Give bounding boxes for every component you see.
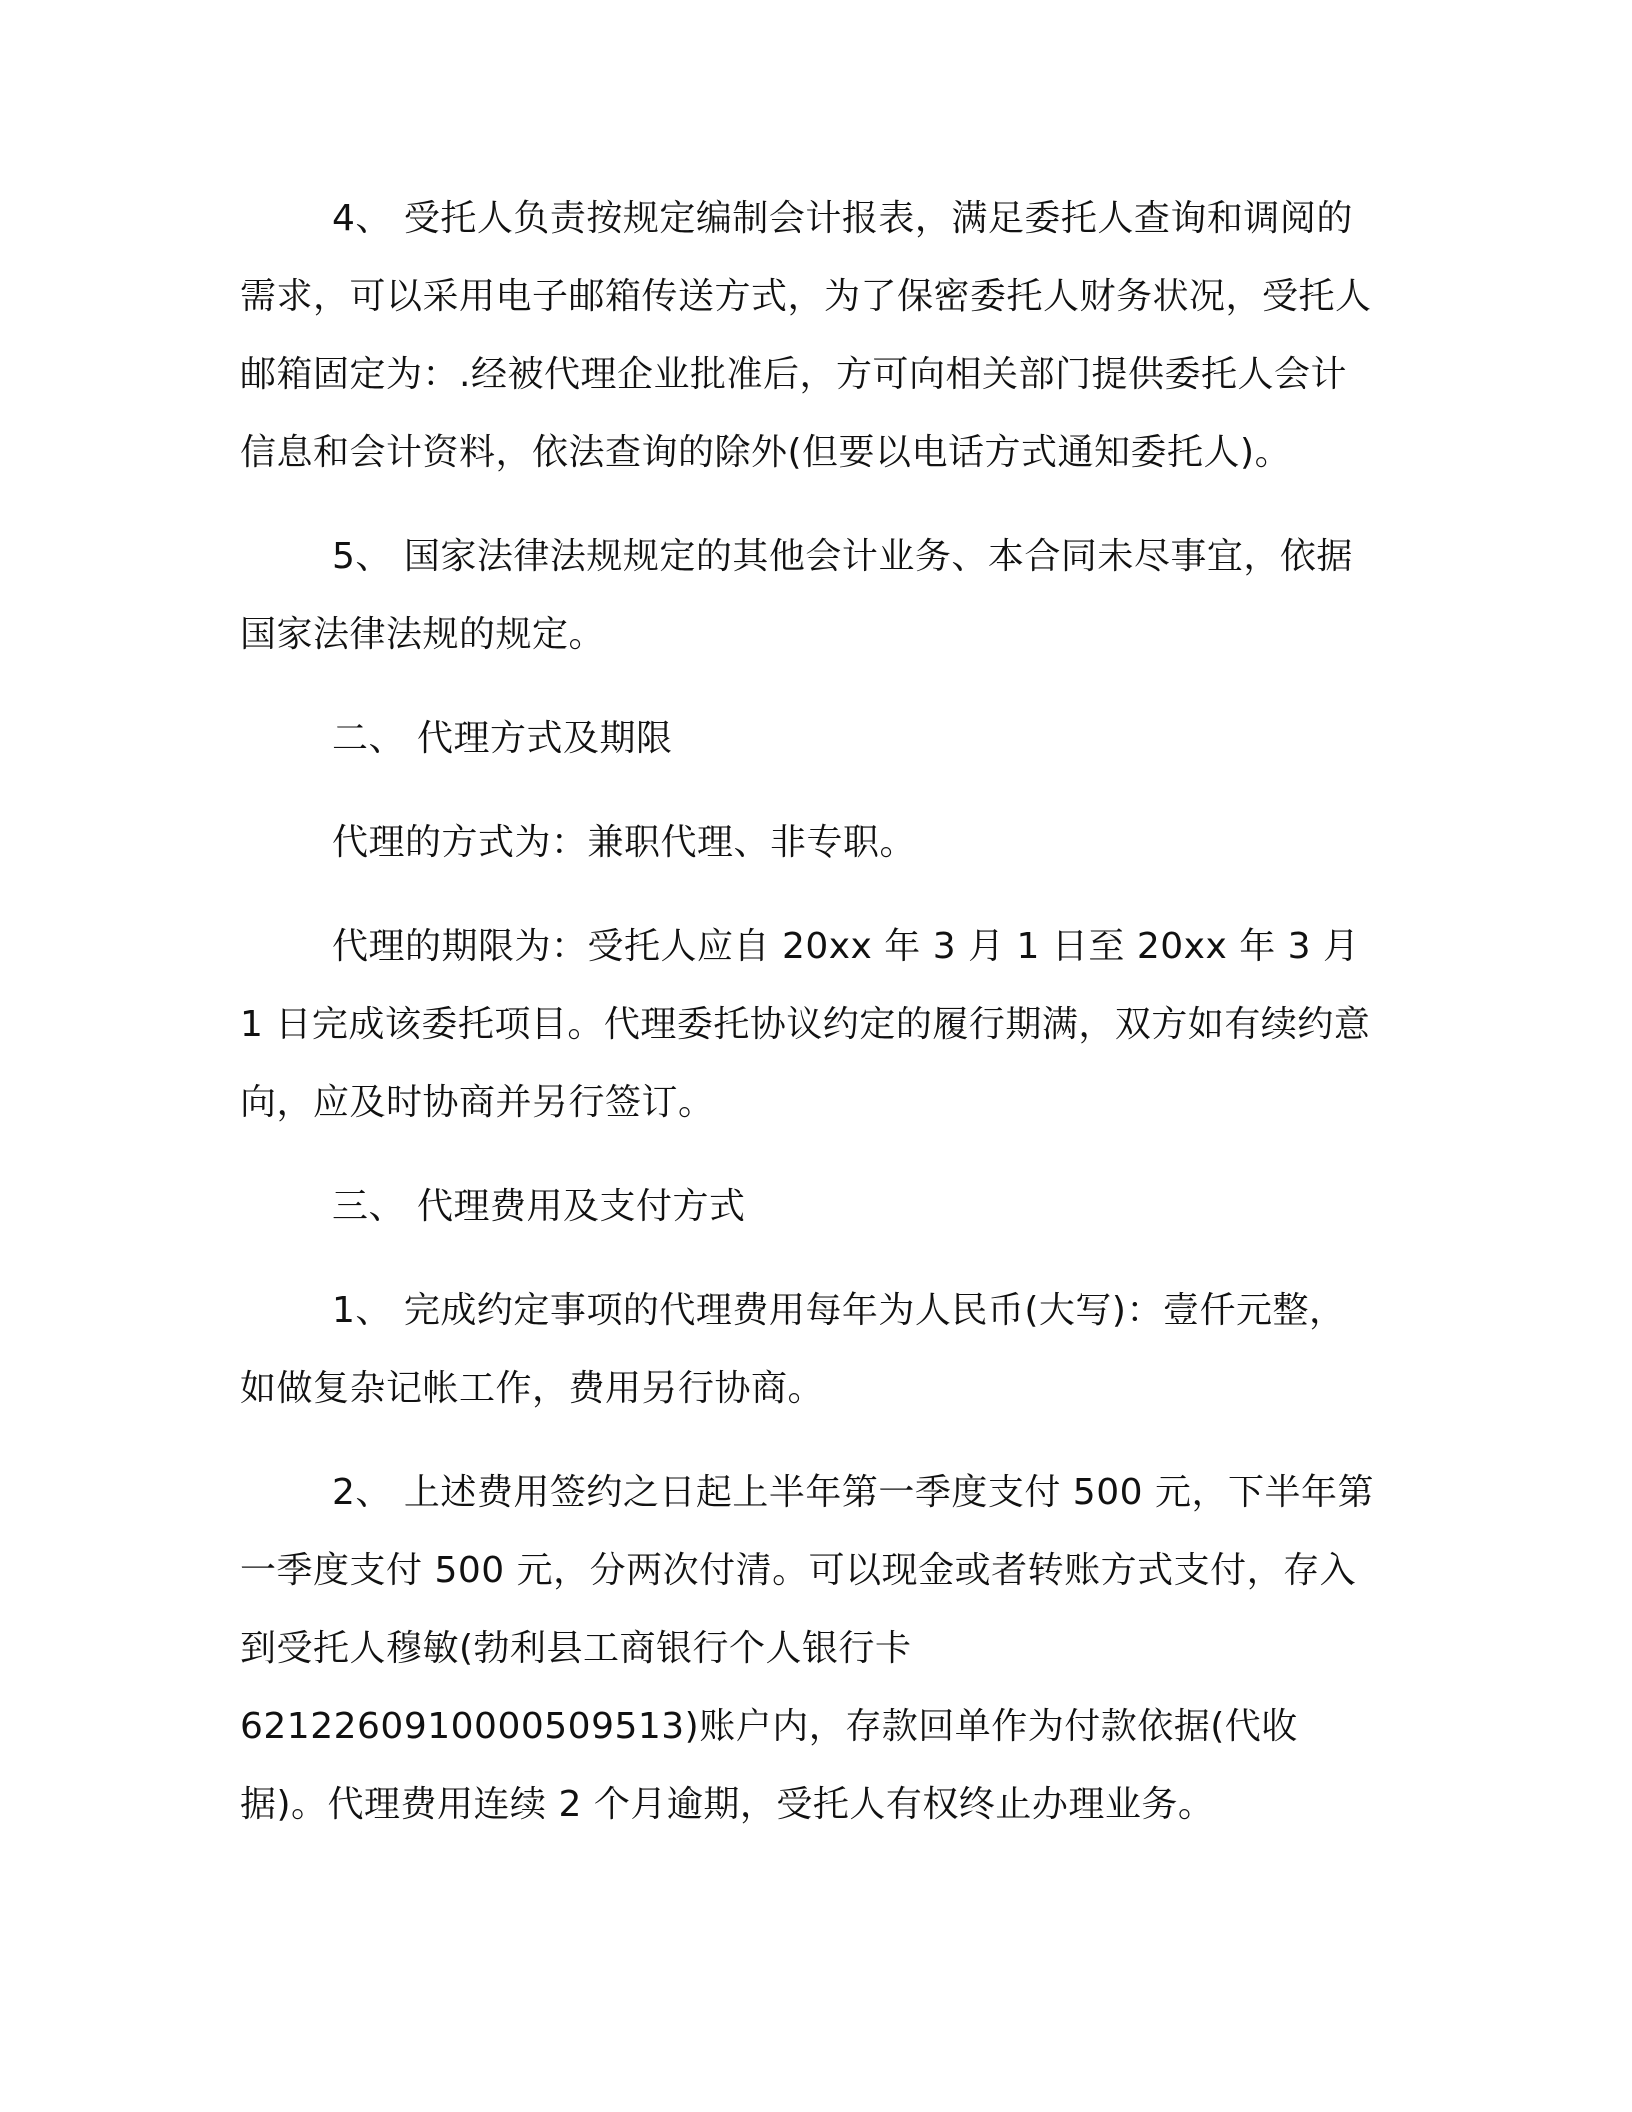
fee-clause-2-paragraph: 2、 上述费用签约之日起上半年第一季度支付 500 元，下半年第一季度支付 500 元，分两次付清。可以现金或者转账方式支付，存入到受托人穆敏(勃利县工商银行个人银行卡 6212260910000509513)账户内，存款回单作为付款依据(代收据)。代理费用连续 2 个月逾期，受托人有权终止办理业务。: [240, 1472, 1374, 1825]
document-body: [240, 180, 1380, 1870]
agency-term-paragraph: 代理的期限为：受托人应自 20xx 年 3 月 1 日至 20xx 年 3 月 1 日完成该委托项目。代理委托协议约定的履行期满，双方如有续约意向，应及时协商并另行签订。: [240, 926, 1371, 1123]
agency-method-paragraph: 代理的方式为：兼职代理、非专职。: [332, 822, 917, 863]
clause-4-paragraph: 4、 受托人负责按规定编制会计报表，满足委托人查询和调阅的需求，可以采用电子邮箱传送方式，为了保密委托人财务状况，受托人邮箱固定为：.经被代理企业批准后，方可向相关部门提供委托人会计信息和会计资料，依法查询的除外(但要以电话方式通知委托人)。: [240, 198, 1372, 473]
section-2-heading: 二、 代理方式及期限: [332, 718, 673, 759]
clause-5-paragraph: 5、 国家法律法规规定的其他会计业务、本合同未尽事宜，依据国家法律法规的规定。: [240, 536, 1353, 655]
section-3-heading: 三、 代理费用及支付方式: [332, 1186, 746, 1227]
fee-clause-1-paragraph: 1、 完成约定事项的代理费用每年为人民币(大写)：壹仟元整，如做复杂记帐工作，费用另行协商。: [240, 1290, 1346, 1409]
